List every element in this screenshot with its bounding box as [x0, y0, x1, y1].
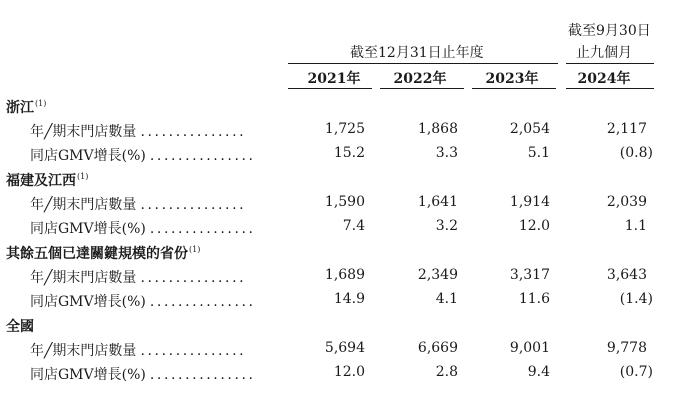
footnote-marker: (1) — [77, 172, 89, 182]
table-row — [0, 145, 680, 169]
cell-2021: 7.4 — [342, 218, 365, 234]
row-label: 同店GMV增長(%) ............... — [30, 148, 256, 164]
row-label: 同店GMV增長(%) ............... — [30, 221, 256, 237]
row-label: 同店GMV增長(%) ............... — [30, 367, 256, 383]
section-heading — [6, 170, 88, 190]
cell-2023: 2,054 — [509, 121, 550, 137]
section-heading — [6, 97, 46, 117]
cell-2021: 15.2 — [333, 145, 365, 161]
leader-dots: ............... — [140, 124, 247, 140]
cell-2022: 3.2 — [435, 218, 458, 234]
leader-dots: ............... — [149, 294, 256, 310]
cell-2024: 3,643 — [606, 267, 647, 283]
period-label-line2: 止九個月 — [576, 45, 632, 61]
table-row — [0, 218, 680, 242]
table-row — [0, 340, 680, 364]
section-heading — [6, 316, 34, 336]
table-row — [0, 121, 680, 145]
cell-2023: 3,317 — [509, 267, 550, 283]
cell-2021: 14.9 — [333, 291, 365, 307]
cell-2021: 1,725 — [324, 121, 365, 137]
cell-2021: 1,590 — [324, 194, 365, 210]
cell-2024: 2,117 — [606, 121, 647, 137]
cell-2023: 12.0 — [518, 218, 550, 234]
table-row — [0, 291, 680, 315]
cell-2024: 9,778 — [606, 340, 647, 356]
section-name: 福建及江西 — [6, 173, 76, 189]
cell-2023: 9.4 — [527, 364, 550, 380]
table-row — [0, 267, 680, 291]
cell-2023: 9,001 — [509, 340, 550, 356]
section-name: 全國 — [6, 319, 34, 335]
section-name: 其餘五個已達關鍵規模的省份 — [6, 246, 188, 262]
cell-2023: 5.1 — [527, 145, 550, 161]
cell-2022: 1,868 — [417, 121, 458, 137]
leader-dots: ............... — [140, 197, 247, 213]
footnote-marker: (1) — [189, 245, 201, 255]
cell-2023: 11.6 — [518, 291, 550, 307]
cell-2024: 1.1 — [624, 218, 647, 234]
row-label: 年╱期末門店數量 ............... — [30, 197, 247, 213]
leader-dots: ............... — [149, 367, 256, 383]
cell-2024: (0.7) — [619, 364, 653, 380]
cell-2022: 2.8 — [435, 364, 458, 380]
year-rule-2022 — [380, 88, 464, 89]
cell-2021: 12.0 — [333, 364, 365, 380]
column-header-2022: 2022年 — [393, 71, 447, 87]
cell-2021: 5,694 — [324, 340, 365, 356]
section-name: 浙江 — [6, 100, 34, 116]
row-label: 同店GMV增長(%) ............... — [30, 294, 256, 310]
cell-2024: (0.8) — [619, 145, 653, 161]
row-label: 年╱期末門店數量 ............... — [30, 270, 247, 286]
section-heading — [6, 243, 200, 263]
cell-2024: 2,039 — [606, 194, 647, 210]
cell-2021: 1,689 — [324, 267, 365, 283]
cell-2022: 2,349 — [417, 267, 458, 283]
cell-2024: (1.4) — [619, 291, 653, 307]
year-rule-2021 — [288, 88, 372, 89]
group-header-rule — [288, 63, 558, 64]
footnote-marker: (1) — [35, 99, 47, 109]
row-label: 年╱期末門店數量 ............... — [30, 343, 247, 359]
period-header-rule — [566, 63, 654, 64]
year-rule-2023 — [472, 88, 556, 89]
cell-2022: 1,641 — [417, 194, 458, 210]
column-header-2021: 2021年 — [307, 71, 361, 87]
cell-2023: 1,914 — [509, 194, 550, 210]
leader-dots: ............... — [149, 221, 256, 237]
group-label: 截至12月31日止年度 — [350, 45, 484, 61]
leader-dots: ............... — [140, 343, 247, 359]
cell-2022: 3.3 — [435, 145, 458, 161]
year-rule-2024 — [566, 88, 654, 89]
column-header-2023: 2023年 — [485, 71, 539, 87]
column-header-2024: 2024年 — [577, 71, 631, 87]
leader-dots: ............... — [149, 148, 256, 164]
table-row — [0, 194, 680, 218]
leader-dots: ............... — [140, 270, 247, 286]
table-row — [0, 364, 680, 388]
row-label: 年╱期末門店數量 ............... — [30, 124, 247, 140]
cell-2022: 4.1 — [435, 291, 458, 307]
cell-2022: 6,669 — [417, 340, 458, 356]
period-label-line1: 截至9月30日 — [568, 23, 651, 39]
